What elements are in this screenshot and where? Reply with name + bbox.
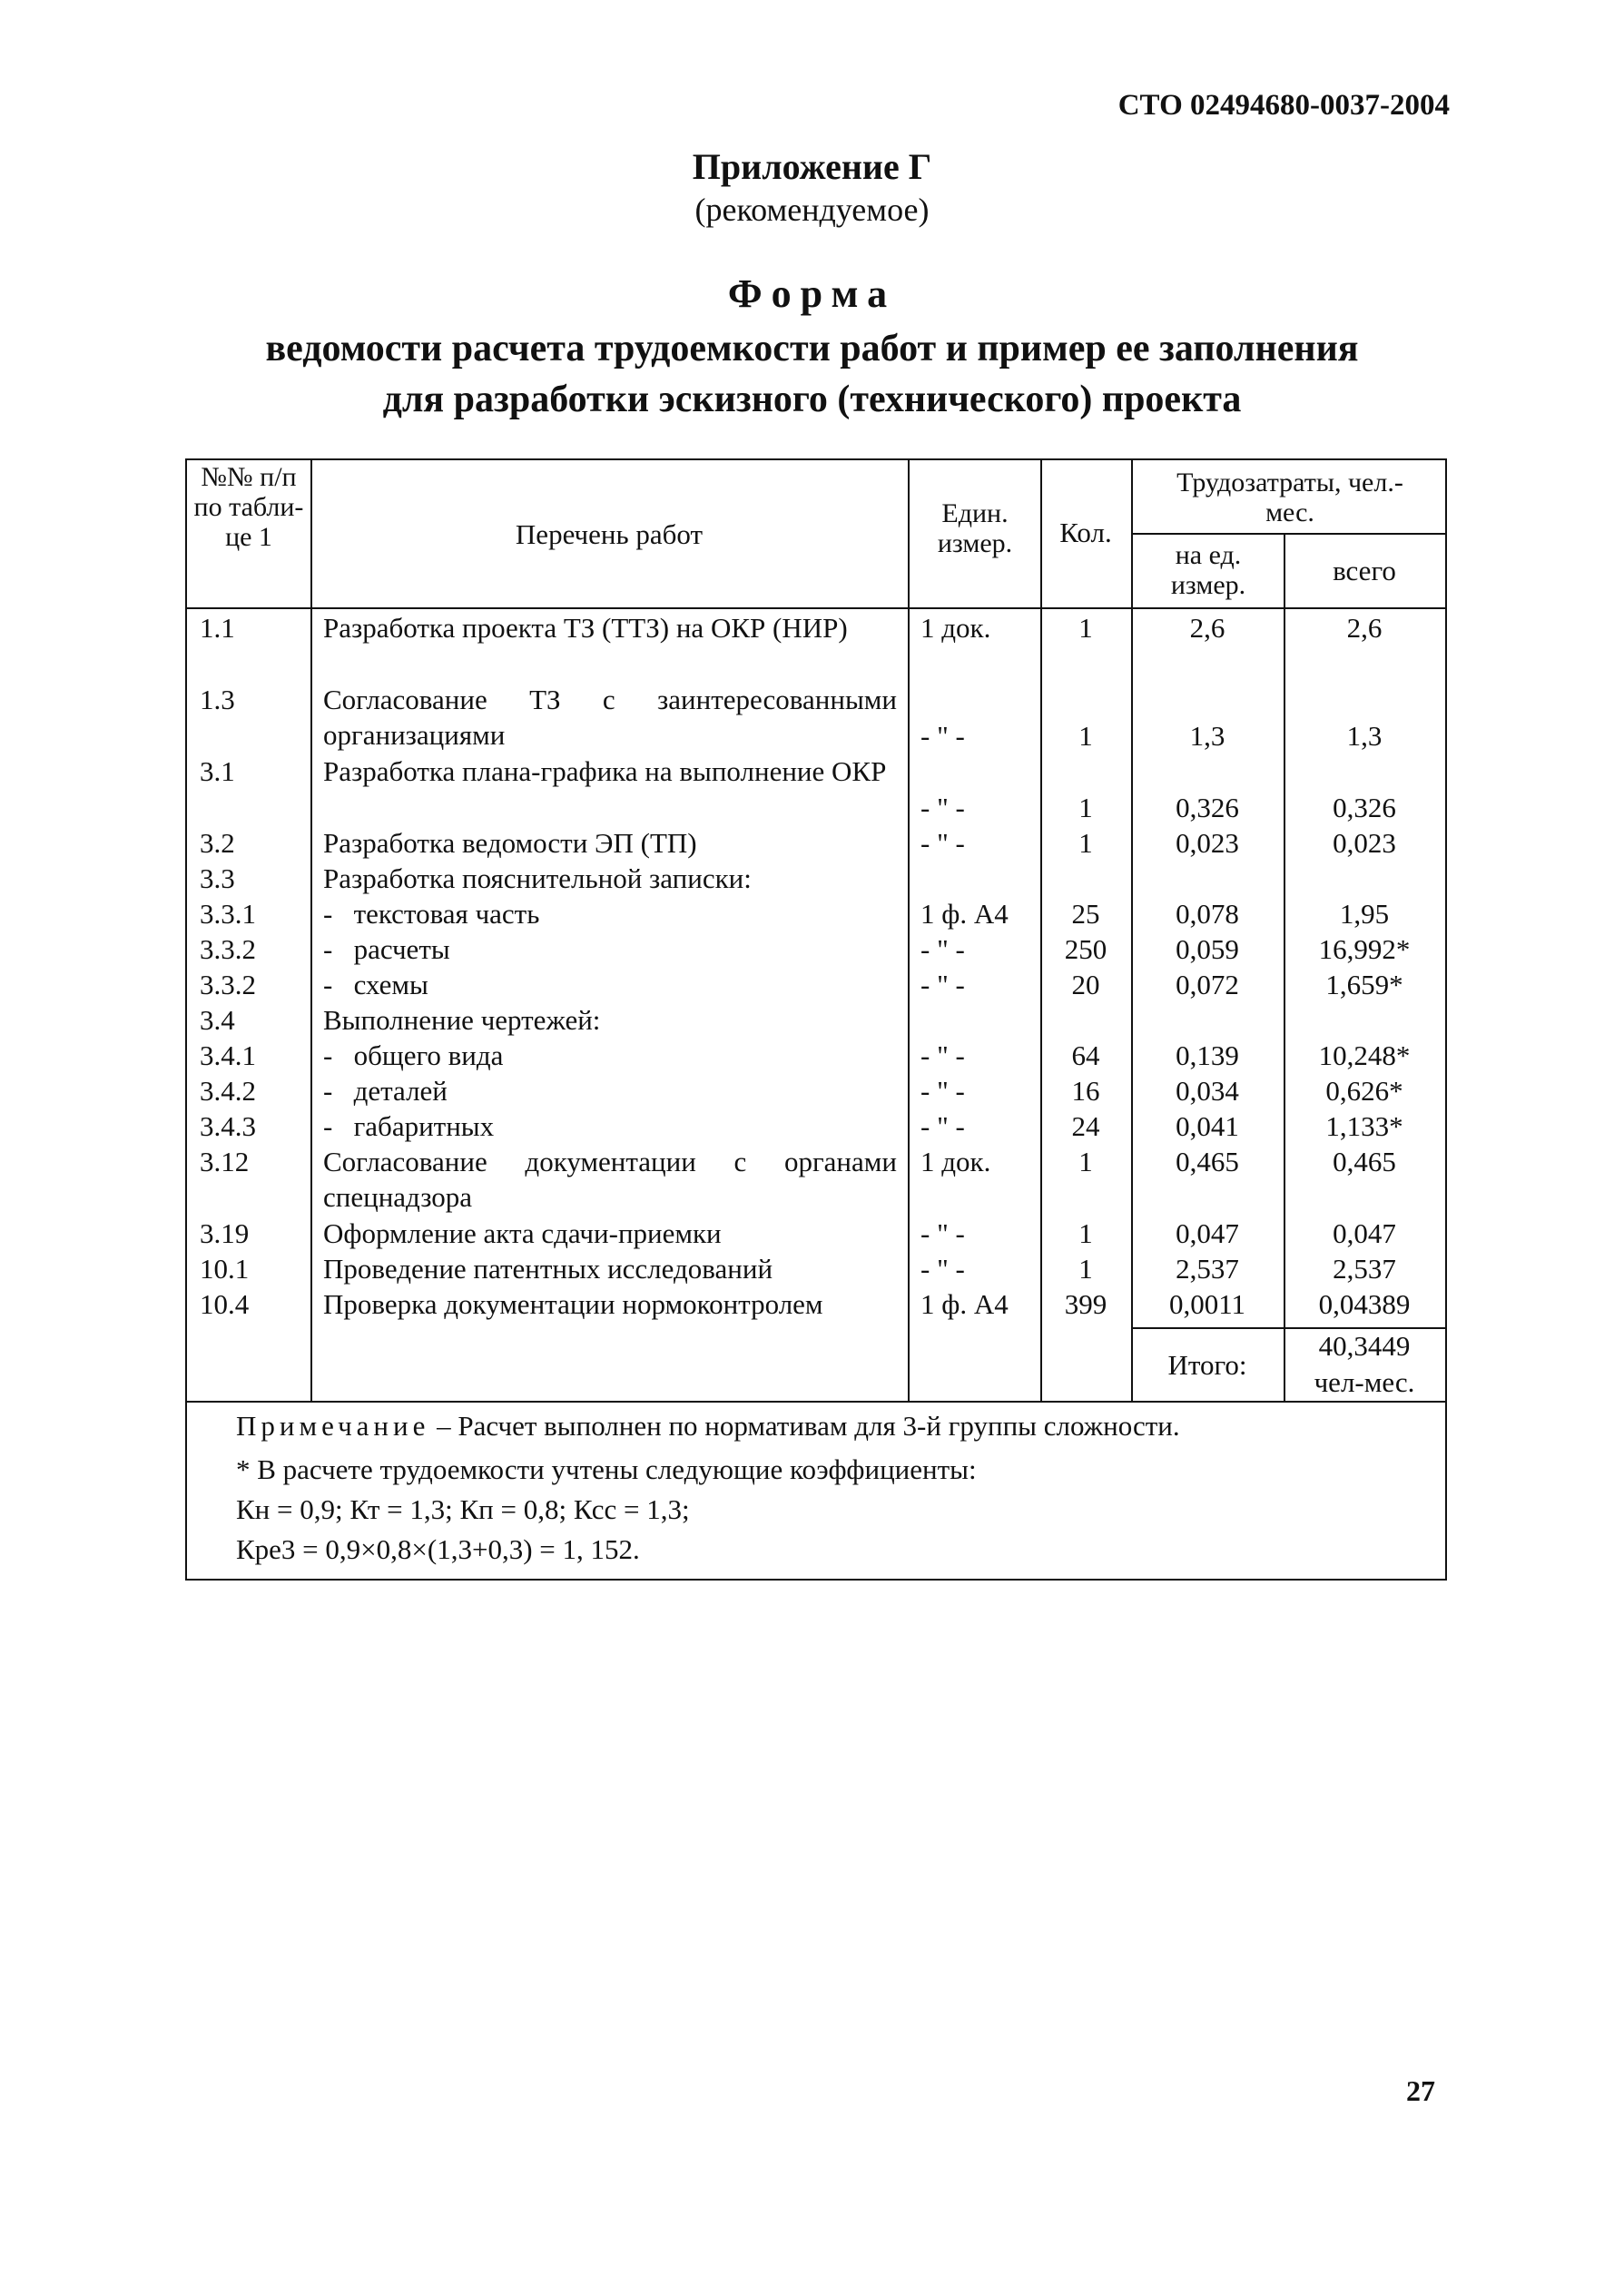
row-unit: - " - (920, 827, 965, 859)
row-work: Выполнение чертежей: (323, 1004, 601, 1036)
note-line-1 (236, 1410, 1180, 1443)
appendix-title: Приложение Г (692, 146, 932, 187)
row-unit: - " - (920, 1110, 965, 1142)
header-total: всего (1333, 555, 1396, 586)
form-title: Форма (727, 271, 897, 316)
row-work: - текстовая часть (323, 898, 540, 930)
row-work: - габаритных (323, 1110, 495, 1142)
total-label: Итого: (1167, 1349, 1247, 1381)
row-per-unit: 0,0011 (1168, 1288, 1246, 1320)
row-total: 2,6 (1346, 612, 1383, 644)
note-top-border (187, 1401, 1445, 1403)
header-num: №№ п/п по табли- це 1 (193, 462, 304, 552)
row-total: 1,133* (1325, 1110, 1403, 1142)
total-value: 40,3449 (1318, 1330, 1411, 1362)
form-subtitle-line-2: для разработки эскизного (технического) проекта (382, 379, 1242, 420)
row-per-unit: 2,6 (1189, 612, 1225, 644)
row-per-unit: 0,078 (1176, 898, 1239, 930)
row-per-unit: 0,072 (1176, 969, 1239, 1000)
labor-table (185, 458, 1447, 1581)
row-total: 0,047 (1333, 1217, 1396, 1249)
row-qty: 20 (1071, 969, 1100, 1000)
row-qty: 1 (1078, 1146, 1093, 1177)
row-num: 3.3.1 (200, 898, 256, 930)
row-qty: 16 (1071, 1075, 1100, 1107)
row-qty: 25 (1071, 898, 1100, 930)
row-per-unit: 1,3 (1189, 720, 1225, 752)
document-code: СТО 02494680-0037-2004 (1117, 89, 1450, 122)
row-unit: 1 док. (920, 1146, 991, 1177)
row-per-unit: 0,041 (1176, 1110, 1239, 1142)
column-divider (908, 460, 910, 1401)
total-unit: чел-мес. (1314, 1366, 1415, 1398)
header-qty: Кол. (1059, 517, 1112, 548)
row-num: 1.3 (200, 684, 235, 715)
row-qty: 1 (1078, 1217, 1093, 1249)
row-total: 1,659* (1325, 969, 1403, 1000)
row-work: - схемы (323, 969, 428, 1000)
header-divider (1131, 533, 1445, 535)
row-qty: 1 (1078, 827, 1093, 859)
column-divider (310, 460, 312, 1401)
row-total: 2,537 (1333, 1253, 1396, 1285)
row-work: Разработка плана-графика на выполнение ОКР (323, 755, 887, 787)
row-unit: 1 док. (920, 612, 991, 644)
row-num: 3.2 (200, 827, 235, 859)
row-num: 3.4.2 (200, 1075, 256, 1107)
header-bottom-border (187, 607, 1445, 609)
row-qty: 250 (1064, 933, 1107, 965)
row-unit: - " - (920, 1075, 965, 1107)
note-line-2: * В расчете трудоемкости учтены следующие коэффициенты: (236, 1453, 977, 1485)
row-work: - расчеты (323, 933, 450, 965)
row-per-unit: 0,326 (1176, 792, 1239, 823)
row-qty: 64 (1071, 1039, 1100, 1071)
row-num: 3.12 (200, 1146, 250, 1177)
row-num: 3.3.2 (200, 933, 256, 965)
row-total: 0,326 (1333, 792, 1396, 823)
header-works: Перечень работ (515, 518, 704, 550)
form-subtitle-line-1: ведомости расчета трудоемкости работ и пример ее заполнения (265, 328, 1359, 369)
row-per-unit: 2,537 (1176, 1253, 1239, 1285)
row-work: Согласование ТЗ с заинтересованными организациями (323, 684, 897, 751)
row-num: 1.1 (200, 612, 235, 644)
row-total: 1,3 (1346, 720, 1383, 752)
row-unit: - " - (920, 969, 965, 1000)
row-unit: 1 ф. А4 (920, 1288, 1009, 1320)
row-num: 3.19 (200, 1217, 250, 1249)
row-work: Разработка ведомости ЭП (ТП) (323, 827, 697, 859)
row-qty: 24 (1071, 1110, 1100, 1142)
row-num: 10.1 (200, 1253, 250, 1285)
page-number: 27 (1406, 2074, 1435, 2107)
appendix-subtitle: (рекомендуемое) (694, 192, 930, 228)
row-num: 3.4 (200, 1004, 235, 1036)
row-work: Проверка документации нормоконтролем (323, 1288, 823, 1320)
row-work: - общего вида (323, 1039, 504, 1071)
form-subtitle (0, 323, 1624, 425)
row-qty: 1 (1078, 720, 1093, 752)
row-work: Разработка пояснительной записки: (323, 862, 752, 894)
header-per-unit: на ед. измер. (1170, 540, 1246, 600)
row-work: - деталей (323, 1075, 448, 1107)
row-total: 0,626* (1325, 1075, 1403, 1107)
row-qty: 1 (1078, 612, 1093, 644)
row-unit: - " - (920, 1217, 965, 1249)
note-line-3: Кн = 0,9; Кт = 1,3; Кп = 0,8; Ксс = 1,3; (236, 1493, 690, 1525)
header-labor: Трудозатраты, чел.-мес. (1176, 468, 1403, 527)
row-num: 3.3 (200, 862, 235, 894)
row-num: 3.4.1 (200, 1039, 256, 1071)
row-unit: - " - (920, 792, 965, 823)
row-per-unit: 0,465 (1176, 1146, 1239, 1177)
row-work: Оформление акта сдачи-приемки (323, 1217, 722, 1249)
row-num: 3.1 (200, 755, 235, 787)
row-qty: 1 (1078, 792, 1093, 823)
row-per-unit: 0,139 (1176, 1039, 1239, 1071)
note-line-4: Кpe3 = 0,9×0,8×(1,3+0,3) = 1, 152. (236, 1533, 640, 1565)
row-per-unit: 0,047 (1176, 1217, 1239, 1249)
row-total: 16,992* (1318, 933, 1411, 965)
row-work: Проведение патентных исследований (323, 1253, 773, 1285)
row-qty: 1 (1078, 1253, 1093, 1285)
row-unit: - " - (920, 1253, 965, 1285)
row-qty: 399 (1064, 1288, 1107, 1320)
row-total: 10,248* (1318, 1039, 1411, 1071)
row-work: Разработка проекта ТЗ (ТТЗ) на ОКР (НИР) (323, 612, 848, 644)
row-total: 0,04389 (1318, 1288, 1411, 1320)
row-num: 10.4 (200, 1288, 250, 1320)
row-per-unit: 0,023 (1176, 827, 1239, 859)
row-unit: - " - (920, 720, 965, 752)
row-num: 3.3.2 (200, 969, 256, 1000)
row-total: 0,465 (1333, 1146, 1396, 1177)
row-num: 3.4.3 (200, 1110, 256, 1142)
header-unit: Един. измер. (937, 498, 1013, 558)
row-work: Согласование документации с органами спецнадзора (323, 1146, 897, 1213)
row-total: 0,023 (1333, 827, 1396, 859)
row-total: 1,95 (1339, 898, 1390, 930)
row-per-unit: 0,034 (1176, 1075, 1239, 1107)
row-unit: - " - (920, 933, 965, 965)
note-text: – Расчет выполнен по нормативам для 3-й группы сложности. (429, 1410, 1180, 1442)
row-per-unit: 0,059 (1176, 933, 1239, 965)
row-unit: - " - (920, 1039, 965, 1071)
row-unit: 1 ф. А4 (920, 898, 1009, 930)
note-label: Примечание (236, 1410, 430, 1442)
